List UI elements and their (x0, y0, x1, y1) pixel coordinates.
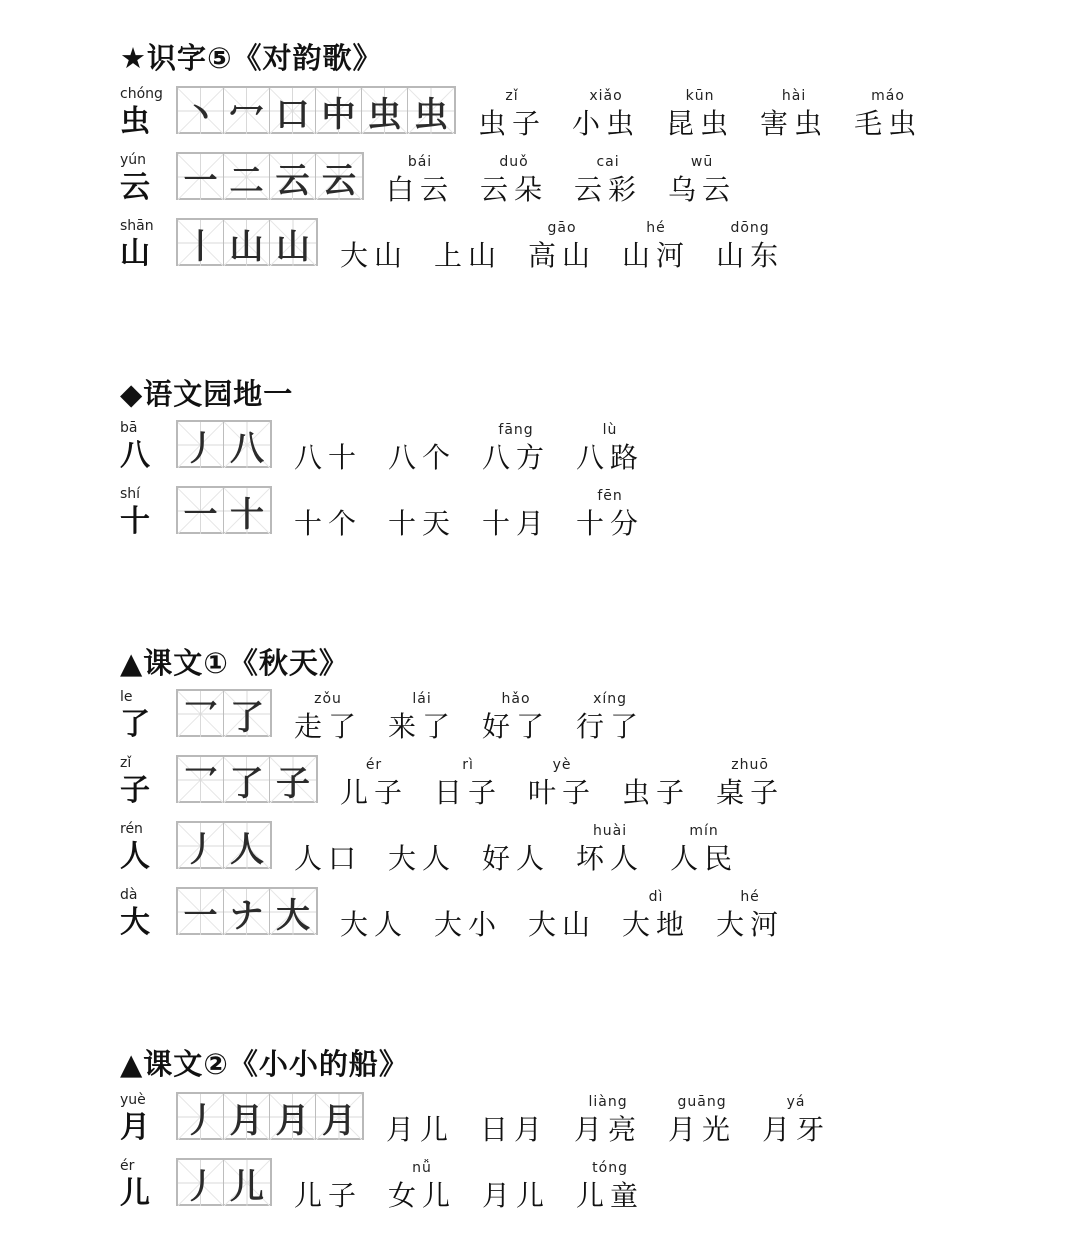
stroke-step-cell: 乛 (178, 757, 224, 803)
word-text: 虫子 (622, 776, 691, 809)
word-text: 女儿 (388, 1179, 457, 1212)
word-text: 日子 (434, 776, 503, 809)
character-row (120, 1158, 645, 1224)
word-item (576, 422, 644, 478)
character-pinyin: dà (120, 887, 138, 903)
word-text: 坏人 (576, 842, 645, 875)
character-pinyin: yuè (120, 1092, 146, 1108)
word-text: 走了 (294, 710, 363, 743)
word-text: 云朵 (480, 173, 549, 206)
word-item (528, 757, 596, 813)
word-pinyin: hài (781, 88, 807, 104)
word-pinyin: zǐ (505, 88, 519, 104)
character: 子 (120, 773, 150, 808)
stroke-order-grid (176, 420, 272, 468)
word-text: 大人 (340, 908, 409, 941)
stroke-order-grid (176, 86, 456, 134)
word-text: 月儿 (482, 1179, 551, 1212)
stroke-order-grid (176, 218, 318, 266)
word-text: 来了 (388, 710, 457, 743)
word-item (294, 422, 362, 478)
character: 八 (120, 438, 150, 473)
word-item (386, 1094, 454, 1150)
word-item (388, 422, 456, 478)
word-pinyin: fēn (597, 488, 623, 504)
character-pinyin: yún (120, 152, 147, 168)
word-pinyin: hé (740, 889, 760, 905)
word-text: 大小 (434, 908, 503, 941)
stroke-step-cell: 一 (178, 154, 224, 200)
character-row (120, 1092, 831, 1158)
word-pinyin: wū (690, 154, 714, 170)
word-text: 山东 (716, 239, 785, 272)
word-item (340, 220, 408, 276)
stroke-step-cell: 中 (316, 88, 362, 134)
word-pinyin: tóng (592, 1160, 628, 1176)
word-pinyin: xíng (593, 691, 628, 707)
stroke-order-grid (176, 152, 364, 200)
word-item (574, 154, 642, 210)
character-row (120, 689, 645, 755)
character: 云 (120, 170, 150, 205)
word-text: 害虫 (760, 107, 829, 140)
word-item (294, 691, 362, 747)
character-pinyin: shí (120, 486, 141, 502)
word-item (572, 88, 640, 144)
vocabulary-words (294, 823, 764, 879)
word-text: 月儿 (386, 1113, 455, 1146)
stroke-step-cell: 山 (224, 220, 270, 266)
character-pinyin: zǐ (120, 755, 132, 771)
word-item (668, 154, 736, 210)
stroke-step-cell: 丿 (178, 823, 224, 869)
word-item (760, 88, 828, 144)
word-item (666, 88, 734, 144)
word-text: 月牙 (762, 1113, 831, 1146)
word-text: 好了 (482, 710, 551, 743)
word-item (294, 1160, 362, 1216)
word-item (482, 691, 550, 747)
word-text: 儿子 (340, 776, 409, 809)
vocabulary-words (340, 889, 810, 945)
word-item (482, 488, 550, 544)
character: 月 (120, 1110, 150, 1145)
word-item (528, 889, 596, 945)
word-item (482, 422, 550, 478)
word-pinyin: zhuō (731, 757, 769, 773)
stroke-order-grid (176, 689, 272, 737)
stroke-step-cell: 云 (316, 154, 362, 200)
stroke-step-cell: 了 (224, 757, 270, 803)
stroke-step-cell: 丶 (178, 88, 224, 134)
vocabulary-words (340, 220, 810, 276)
word-text: 高山 (528, 239, 597, 272)
character-row (120, 821, 739, 887)
word-item (294, 823, 362, 879)
word-text: 八十 (294, 441, 363, 474)
character-rows (120, 420, 645, 552)
word-item (576, 691, 644, 747)
stroke-step-cell: 冖 (224, 88, 270, 134)
stroke-step-cell: 虫 (362, 88, 408, 134)
character: 大 (120, 905, 150, 940)
word-pinyin: ér (365, 757, 383, 773)
vocabulary-words (340, 757, 810, 813)
word-item (574, 1094, 642, 1150)
word-pinyin: hé (646, 220, 666, 236)
word-pinyin: dì (648, 889, 664, 905)
section-yuwen-yuandi (120, 376, 645, 552)
word-item (854, 88, 922, 144)
character-row (120, 152, 737, 218)
word-item (670, 823, 738, 879)
section-qiutian (120, 645, 785, 953)
word-item (434, 220, 502, 276)
word-pinyin: duǒ (499, 154, 529, 170)
word-text: 十个 (294, 507, 363, 540)
vocabulary-words (386, 154, 762, 210)
vocabulary-words (478, 88, 948, 144)
character-rows (120, 86, 923, 284)
word-text: 人民 (670, 842, 739, 875)
character-rows (120, 1092, 831, 1224)
character-pinyin: rén (120, 821, 143, 837)
section-title: ◆语文园地一 (120, 377, 294, 411)
stroke-step-cell: 乛 (178, 691, 224, 737)
word-text: 乌云 (668, 173, 737, 206)
stroke-step-cell: 虫 (408, 88, 454, 134)
word-text: 山河 (622, 239, 691, 272)
stroke-step-cell: 月 (270, 1094, 316, 1140)
word-pinyin: kūn (685, 88, 715, 104)
word-item (716, 757, 784, 813)
character: 儿 (120, 1176, 150, 1211)
word-text: 八个 (388, 441, 457, 474)
word-item (434, 889, 502, 945)
stroke-step-cell: 八 (224, 422, 270, 468)
word-text: 叶子 (528, 776, 597, 809)
character-row (120, 486, 645, 552)
vocabulary-words (294, 488, 670, 544)
stroke-step-cell: 丨 (178, 220, 224, 266)
word-pinyin: mín (689, 823, 719, 839)
word-item (388, 1160, 456, 1216)
word-text: 十分 (576, 507, 645, 540)
stroke-order-grid (176, 821, 272, 869)
stroke-step-cell: 口 (270, 88, 316, 134)
word-item (762, 1094, 830, 1150)
stroke-order-grid (176, 887, 318, 935)
word-text: 人口 (294, 842, 363, 875)
stroke-step-cell: 儿 (224, 1160, 270, 1206)
word-pinyin: xiǎo (589, 88, 623, 104)
word-item (294, 488, 362, 544)
character-pinyin: shān (120, 218, 154, 234)
section-duiyunge (120, 40, 923, 284)
word-item (668, 1094, 736, 1150)
word-pinyin: gāo (547, 220, 577, 236)
character-rows (120, 689, 785, 953)
word-text: 大山 (340, 239, 409, 272)
character: 山 (120, 236, 150, 271)
word-pinyin: guāng (677, 1094, 727, 1110)
stroke-step-cell: 十 (224, 488, 270, 534)
stroke-step-cell: 子 (270, 757, 316, 803)
word-text: 桌子 (716, 776, 785, 809)
word-pinyin: fāng (498, 422, 534, 438)
word-text: 八路 (576, 441, 645, 474)
character-pinyin: le (120, 689, 133, 705)
word-item (388, 691, 456, 747)
word-item (340, 889, 408, 945)
word-text: 大山 (528, 908, 597, 941)
word-text: 好人 (482, 842, 551, 875)
character: 人 (120, 839, 150, 874)
word-text: 毛虫 (854, 107, 923, 140)
word-pinyin: dōng (730, 220, 770, 236)
word-text: 十月 (482, 507, 551, 540)
stroke-order-grid (176, 1092, 364, 1140)
character-row (120, 420, 645, 486)
word-item (386, 154, 454, 210)
word-text: 上山 (434, 239, 503, 272)
vocabulary-words (294, 1160, 670, 1216)
word-item (576, 823, 644, 879)
word-item (340, 757, 408, 813)
word-item (622, 757, 690, 813)
word-text: 白云 (386, 173, 455, 206)
word-pinyin: lái (412, 691, 432, 707)
word-item (480, 154, 548, 210)
character-pinyin: chóng (120, 86, 163, 102)
stroke-step-cell: 云 (270, 154, 316, 200)
stroke-step-cell: 月 (316, 1094, 362, 1140)
stroke-step-cell: 丿 (178, 1160, 224, 1206)
character-row (120, 86, 923, 152)
stroke-step-cell: 丿 (178, 422, 224, 468)
character-row (120, 218, 785, 284)
word-item (716, 220, 784, 276)
vocabulary-words (386, 1094, 856, 1150)
character-row (120, 755, 785, 821)
word-pinyin: yè (552, 757, 572, 773)
word-text: 昆虫 (666, 107, 735, 140)
word-pinyin: cai (596, 154, 620, 170)
stroke-step-cell: 大 (270, 889, 316, 935)
word-item (388, 488, 456, 544)
vocabulary-words (294, 691, 670, 747)
word-pinyin: nǚ (412, 1160, 432, 1176)
stroke-order-grid (176, 486, 272, 534)
word-text: 云彩 (574, 173, 643, 206)
character-pinyin: ér (120, 1158, 135, 1174)
word-item (716, 889, 784, 945)
word-item (478, 88, 546, 144)
stroke-step-cell: 一 (178, 488, 224, 534)
word-text: 日月 (480, 1113, 549, 1146)
word-item (528, 220, 596, 276)
word-item (622, 220, 690, 276)
word-pinyin: máo (871, 88, 905, 104)
character: 虫 (120, 104, 150, 139)
character: 十 (120, 504, 150, 539)
section-title: ▲课文②《小小的船》 (120, 1047, 409, 1081)
stroke-order-grid (176, 1158, 272, 1206)
word-text: 行了 (576, 710, 645, 743)
character: 了 (120, 707, 150, 742)
stroke-step-cell: 人 (224, 823, 270, 869)
stroke-step-cell: 山 (270, 220, 316, 266)
word-item (482, 1160, 550, 1216)
word-pinyin: yá (786, 1094, 806, 1110)
word-text: 儿童 (576, 1179, 645, 1212)
word-pinyin: huài (592, 823, 628, 839)
stroke-step-cell: 丿 (178, 1094, 224, 1140)
word-text: 大河 (716, 908, 785, 941)
word-item (482, 823, 550, 879)
word-text: 大地 (622, 908, 691, 941)
stroke-step-cell: 一 (178, 889, 224, 935)
word-item (576, 488, 644, 544)
word-pinyin: liàng (588, 1094, 628, 1110)
word-pinyin: rì (462, 757, 474, 773)
word-item (622, 889, 690, 945)
stroke-step-cell: 月 (224, 1094, 270, 1140)
word-text: 月亮 (574, 1113, 643, 1146)
section-xiaoxiao-de-chuan (120, 1046, 831, 1224)
word-text: 儿子 (294, 1179, 363, 1212)
section-title: ★识字⑤《对韵歌》 (120, 41, 383, 75)
word-text: 月光 (668, 1113, 737, 1146)
word-pinyin: bái (407, 154, 433, 170)
word-pinyin: hǎo (501, 691, 531, 707)
word-item (434, 757, 502, 813)
stroke-step-cell: 了 (224, 691, 270, 737)
word-text: 八方 (482, 441, 551, 474)
word-text: 小虫 (572, 107, 641, 140)
word-item (480, 1094, 548, 1150)
word-text: 十天 (388, 507, 457, 540)
word-pinyin: zǒu (314, 691, 342, 707)
word-item (576, 1160, 644, 1216)
character-row (120, 887, 785, 953)
word-item (388, 823, 456, 879)
word-pinyin: lù (602, 422, 618, 438)
stroke-order-grid (176, 755, 318, 803)
word-text: 大人 (388, 842, 457, 875)
vocabulary-words (294, 422, 670, 478)
stroke-step-cell: 二 (224, 154, 270, 200)
character-pinyin: bā (120, 420, 138, 436)
section-title: ▲课文①《秋天》 (120, 646, 349, 680)
word-text: 虫子 (478, 107, 547, 140)
stroke-step-cell: ナ (224, 889, 270, 935)
